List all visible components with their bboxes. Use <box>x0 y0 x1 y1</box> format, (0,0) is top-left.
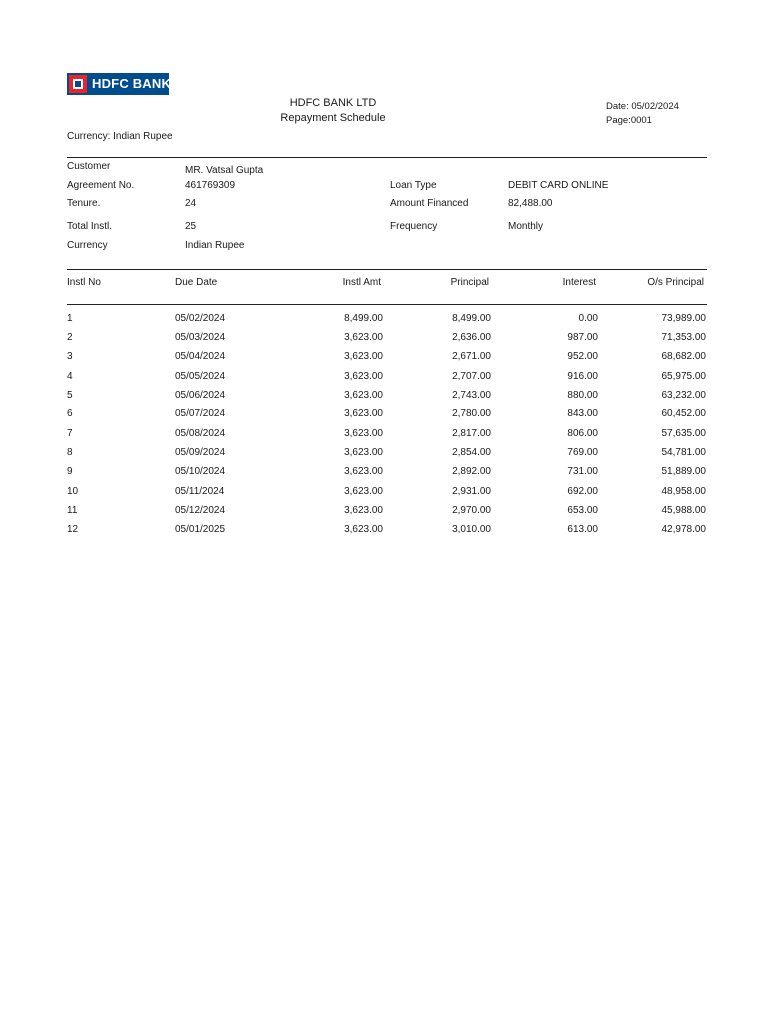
cell-interest: 0.00 <box>578 313 598 324</box>
page-number: Page:0001 <box>606 115 652 126</box>
loan-type-value: DEBIT CARD ONLINE <box>508 180 609 191</box>
table-row <box>0 351 768 370</box>
cell-instl-amt: 3,623.00 <box>344 408 383 419</box>
cell-interest: 916.00 <box>567 371 598 382</box>
table-row <box>0 447 768 466</box>
tenure-label: Tenure. <box>67 198 101 209</box>
company-name: HDFC BANK LTD <box>289 97 377 109</box>
frequency-label: Frequency <box>390 221 438 232</box>
cell-due-date: 05/04/2024 <box>175 351 226 362</box>
cell-os-principal: 65,975.00 <box>661 371 706 382</box>
table-row <box>0 371 768 390</box>
cell-os-principal: 45,988.00 <box>661 505 706 516</box>
cell-principal: 2,892.00 <box>452 466 491 477</box>
cell-instl-no: 11 <box>67 505 78 516</box>
cell-instl-no: 12 <box>67 524 79 535</box>
cell-instl-amt: 3,623.00 <box>344 371 383 382</box>
cell-os-principal: 54,781.00 <box>661 447 706 458</box>
divider-table-top <box>67 269 707 270</box>
divider-table-header <box>67 304 707 305</box>
col-interest: Interest <box>562 277 596 288</box>
table-row <box>0 428 768 447</box>
cell-instl-amt: 3,623.00 <box>344 505 383 516</box>
col-principal: Principal <box>450 277 489 288</box>
currency-line: Currency: Indian Rupee <box>67 131 173 142</box>
cell-instl-no: 10 <box>67 486 79 497</box>
cell-instl-amt: 3,623.00 <box>344 447 383 458</box>
cell-instl-no: 6 <box>67 408 73 419</box>
col-due-date: Due Date <box>175 277 218 288</box>
cell-due-date: 05/06/2024 <box>175 390 226 401</box>
table-row <box>0 313 768 332</box>
cell-principal: 8,499.00 <box>452 313 491 324</box>
cell-principal: 2,636.00 <box>452 332 491 343</box>
cell-interest: 880.00 <box>567 390 598 401</box>
cell-due-date: 05/12/2024 <box>175 505 226 516</box>
frequency-value: Monthly <box>508 221 544 232</box>
cell-os-principal: 71,353.00 <box>661 332 706 343</box>
cell-os-principal: 68,682.00 <box>661 351 706 362</box>
cell-instl-amt: 3,623.00 <box>344 486 383 497</box>
table-row <box>0 486 768 505</box>
document-date: Date: 05/02/2024 <box>606 101 679 112</box>
cell-principal: 2,817.00 <box>452 428 491 439</box>
cell-principal: 2,854.00 <box>452 447 491 458</box>
cell-os-principal: 51,889.00 <box>661 466 706 477</box>
cell-principal: 3,010.00 <box>452 524 491 535</box>
cell-instl-no: 2 <box>67 332 73 343</box>
cell-instl-no: 7 <box>67 428 73 439</box>
table-row <box>0 390 768 409</box>
cell-interest: 731.00 <box>567 466 598 477</box>
cell-os-principal: 73,989.00 <box>661 313 706 324</box>
cell-os-principal: 48,958.00 <box>661 486 706 497</box>
cell-instl-amt: 3,623.00 <box>344 428 383 439</box>
cell-due-date: 05/02/2024 <box>175 313 226 324</box>
cell-instl-no: 9 <box>67 466 73 477</box>
cell-due-date: 05/09/2024 <box>175 447 226 458</box>
document-title: Repayment Schedule <box>280 112 386 124</box>
cell-due-date: 05/01/2025 <box>175 524 226 535</box>
currency-label: Currency <box>67 240 108 251</box>
cell-principal: 2,970.00 <box>452 505 491 516</box>
cell-os-principal: 60,452.00 <box>661 408 706 419</box>
cell-interest: 952.00 <box>567 351 598 362</box>
cell-interest: 653.00 <box>567 505 598 516</box>
cell-due-date: 05/07/2024 <box>175 408 226 419</box>
cell-instl-no: 1 <box>67 313 73 324</box>
col-os-principal: O/s Principal <box>647 277 704 288</box>
divider-top <box>67 157 707 158</box>
cell-interest: 769.00 <box>567 447 598 458</box>
total-instl-value: 25 <box>185 221 197 232</box>
loan-type-label: Loan Type <box>390 180 437 191</box>
cell-os-principal: 63,232.00 <box>661 390 706 401</box>
table-row <box>0 505 768 524</box>
table-row <box>0 466 768 485</box>
hdfc-bank-logo <box>67 73 172 95</box>
cell-instl-amt: 3,623.00 <box>344 351 383 362</box>
cell-os-principal: 42,978.00 <box>661 524 706 535</box>
hdfc-logo-mark-icon <box>69 75 87 93</box>
cell-instl-no: 3 <box>67 351 73 362</box>
agreement-value: 461769309 <box>185 180 236 191</box>
cell-interest: 692.00 <box>567 486 598 497</box>
cell-interest: 987.00 <box>567 332 598 343</box>
col-instl-amt: Instl Amt <box>342 277 381 288</box>
col-instl-no: Instl No <box>67 277 101 288</box>
cell-due-date: 05/11/2024 <box>175 486 225 497</box>
cell-due-date: 05/10/2024 <box>175 466 226 477</box>
cell-instl-amt: 3,623.00 <box>344 466 383 477</box>
table-row <box>0 524 768 543</box>
tenure-value: 24 <box>185 198 197 209</box>
table-row <box>0 408 768 427</box>
amount-financed-label: Amount Financed <box>390 198 469 209</box>
cell-instl-amt: 3,623.00 <box>344 332 383 343</box>
cell-os-principal: 57,635.00 <box>661 428 706 439</box>
cell-due-date: 05/08/2024 <box>175 428 226 439</box>
cell-instl-amt: 3,623.00 <box>344 524 383 535</box>
cell-instl-no: 4 <box>67 371 73 382</box>
cell-instl-no: 5 <box>67 390 73 401</box>
cell-instl-no: 8 <box>67 447 73 458</box>
customer-value: MR. Vatsal Gupta <box>185 165 264 176</box>
cell-interest: 613.00 <box>567 524 598 535</box>
cell-due-date: 05/03/2024 <box>175 332 226 343</box>
cell-principal: 2,780.00 <box>452 408 491 419</box>
table-header <box>0 277 768 296</box>
cell-principal: 2,707.00 <box>452 371 491 382</box>
amount-financed-value: 82,488.00 <box>508 198 553 209</box>
table-row <box>0 332 768 351</box>
cell-interest: 843.00 <box>567 408 598 419</box>
customer-label: Customer <box>67 161 111 172</box>
cell-interest: 806.00 <box>567 428 598 439</box>
cell-principal: 2,931.00 <box>452 486 491 497</box>
logo-text: HDFC BANK <box>92 76 172 91</box>
cell-due-date: 05/05/2024 <box>175 371 226 382</box>
cell-principal: 2,671.00 <box>452 351 491 362</box>
cell-instl-amt: 3,623.00 <box>344 390 383 401</box>
cell-instl-amt: 8,499.00 <box>344 313 383 324</box>
total-instl-label: Total Instl. <box>67 221 113 232</box>
currency-value: Indian Rupee <box>185 240 245 251</box>
agreement-label: Agreement No. <box>67 180 135 191</box>
cell-principal: 2,743.00 <box>452 390 491 401</box>
